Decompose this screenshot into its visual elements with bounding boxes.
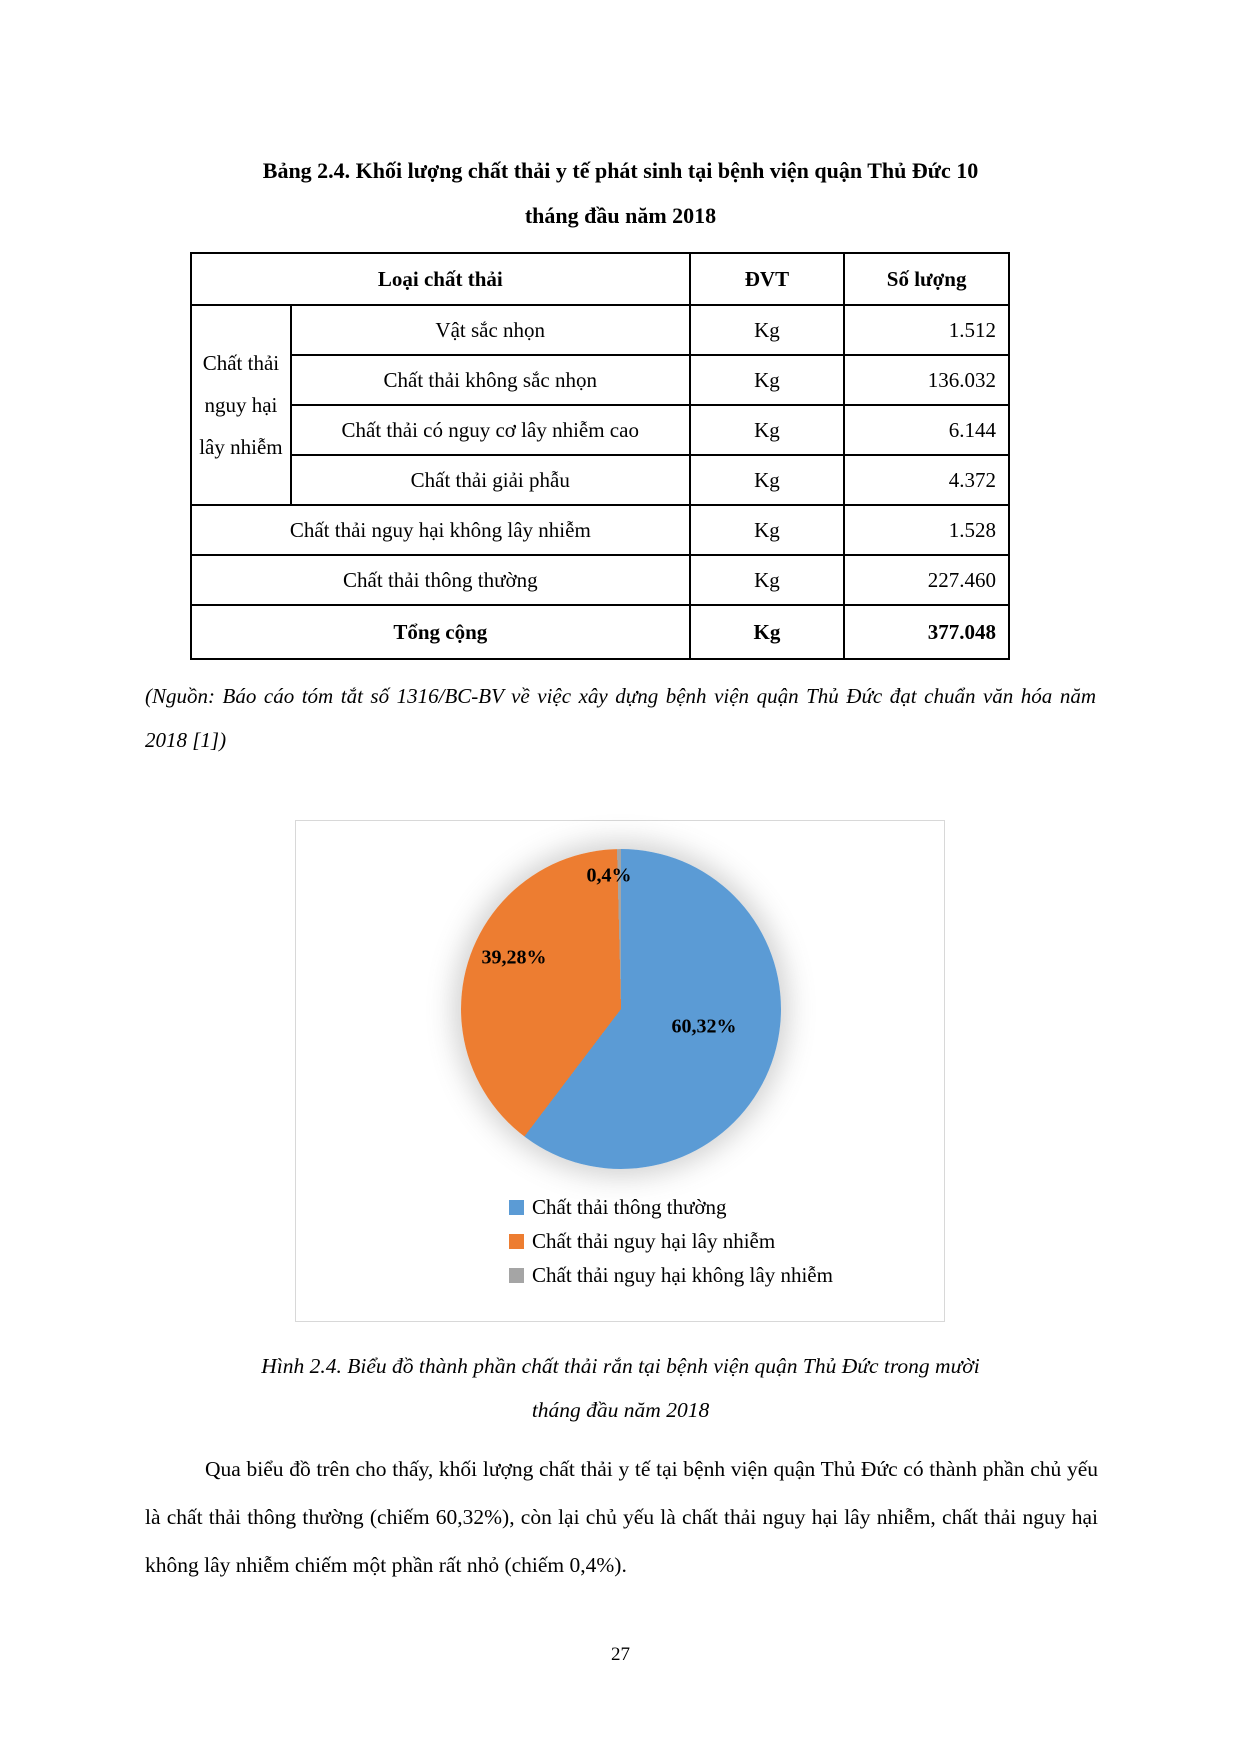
page-number: 27	[611, 1644, 630, 1665]
cell-unit: Kg	[690, 555, 845, 605]
cell-quantity: 136.032	[844, 355, 1009, 405]
legend-label: Chất thải nguy hại lây nhiễm	[532, 1229, 776, 1254]
legend-item	[509, 1229, 833, 1254]
total-label: Tổng cộng	[191, 605, 690, 659]
legend-label: Chất thải nguy hại không lây nhiễm	[532, 1263, 833, 1288]
legend-label: Chất thải thông thường	[532, 1195, 727, 1220]
source-note: (Nguồn: Báo cáo tóm tắt số 1316/BC-BV về việc xây dựng bệnh viện quận Thủ Đức đạt chuẩn văn hóa năm 2018 [1])	[145, 684, 1096, 753]
table-row	[191, 355, 1009, 405]
figure-caption-line1: Hình 2.4. Biểu đồ thành phần chất thải rắn tại bệnh viện quận Thủ Đức trong mười	[261, 1354, 980, 1379]
table-row	[191, 455, 1009, 505]
cell-unit: Kg	[690, 355, 845, 405]
cell-quantity: 1.512	[844, 305, 1009, 355]
table-title	[0, 0, 1241, 238]
figure-caption	[0, 1344, 1241, 1432]
legend-swatch	[509, 1234, 524, 1249]
cell-type: Vật sắc nhọn	[291, 305, 690, 355]
pie-label-gray: 0,4%	[586, 864, 632, 887]
waste-table	[190, 252, 1010, 660]
table-row	[191, 305, 1009, 355]
header-type: Loại chất thải	[191, 253, 690, 305]
cell-type: Chất thải nguy hại không lây nhiễm	[191, 505, 690, 555]
table-title-line1: Bảng 2.4. Khối lượng chất thải y tế phát sinh tại bệnh viện quận Thủ Đức 10	[262, 158, 979, 183]
cell-unit: Kg	[690, 405, 845, 455]
cell-unit: Kg	[690, 455, 845, 505]
table-title-line2: tháng đầu năm 2018	[524, 203, 717, 229]
header-quantity: Số lượng	[844, 253, 1009, 305]
cell-type: Chất thải có nguy cơ lây nhiễm cao	[291, 405, 690, 455]
cell-quantity: 227.460	[844, 555, 1009, 605]
cell-type: Chất thải thông thường	[191, 555, 690, 605]
total-quantity: 377.048	[844, 605, 1009, 659]
cell-type: Chất thải không sắc nhọn	[291, 355, 690, 405]
cell-quantity: 1.528	[844, 505, 1009, 555]
group-label-cell: Chất thải nguy hại lây nhiễm	[191, 305, 291, 505]
pie-label-orange: 39,28%	[481, 946, 547, 969]
cell-unit: Kg	[690, 505, 845, 555]
table-total-row	[191, 605, 1009, 659]
chart-legend	[509, 1195, 833, 1288]
table-header-row	[191, 253, 1009, 305]
table-row	[191, 405, 1009, 455]
cell-type: Chất thải giải phẫu	[291, 455, 690, 505]
pie-chart	[461, 849, 781, 1169]
header-unit: ĐVT	[690, 253, 845, 305]
total-unit: Kg	[690, 605, 845, 659]
legend-swatch	[509, 1268, 524, 1283]
pie-label-blue: 60,32%	[671, 1015, 737, 1038]
cell-unit: Kg	[690, 305, 845, 355]
cell-quantity: 6.144	[844, 405, 1009, 455]
figure-caption-line2: tháng đầu năm 2018	[531, 1398, 710, 1423]
pie-chart-frame	[295, 820, 945, 1322]
legend-item	[509, 1195, 833, 1220]
legend-swatch	[509, 1200, 524, 1215]
cell-quantity: 4.372	[844, 455, 1009, 505]
table-row	[191, 505, 1009, 555]
body-paragraph: Qua biểu đồ trên cho thấy, khối lượng chất thải y tế tại bệnh viện quận Thủ Đức có thành phần chủ yếu là chất thải thông thường (chiếm 60,32%), còn lại chủ yếu là chất thải nguy hại lây nhiễm, chất thải nguy hại không lây nhiễm chiếm một phần rất nhỏ (chiếm 0,4%).	[145, 1456, 1098, 1578]
table-row	[191, 555, 1009, 605]
legend-item	[509, 1263, 833, 1288]
